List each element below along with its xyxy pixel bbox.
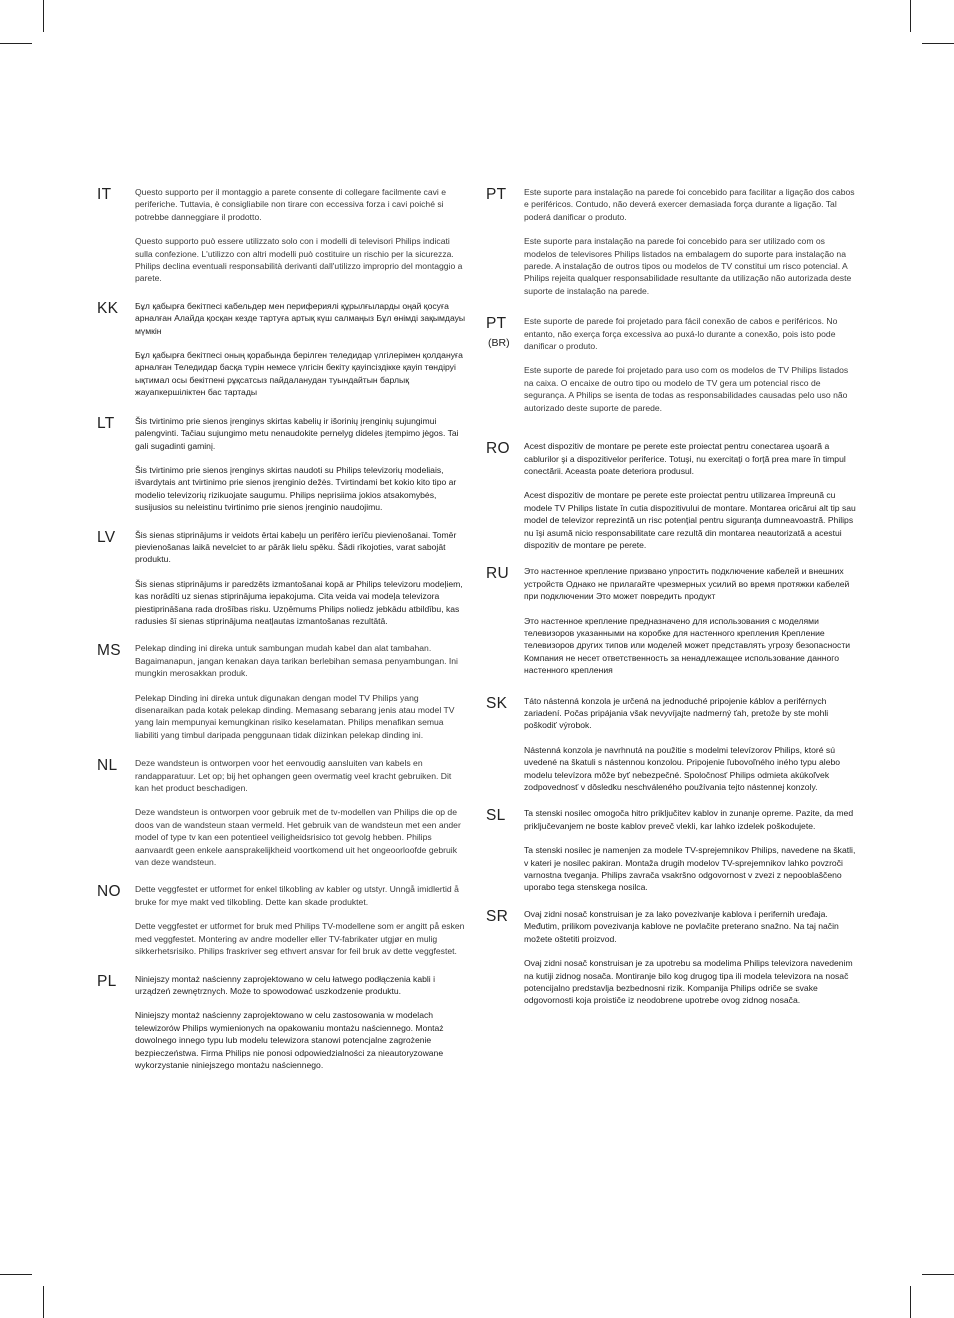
language-code: KK	[97, 299, 119, 317]
section-it	[97, 186, 467, 285]
crop-mark-bottom-right-v	[910, 1286, 911, 1318]
paragraph: Dette veggfestet er utformet for enkel tilkobling av kabler og utstyr. Unngå imidlertid å bruke for mye makt ved tilkobling. Dette kan skade produktet.	[135, 884, 459, 907]
paragraph: Deze wandsteun is ontworpen voor het eenvoudig aansluiten van kabels en randapparatuur. Let op; bij het ophangen geen overmatig veel kracht gebruiken. Dit kan het product beschadigen.	[135, 758, 452, 794]
section-sk	[486, 695, 858, 794]
section-pt-br	[486, 315, 858, 414]
paragraph: Este suporte de parede foi projetado para fácil conexão de cabos e periféricos. No entanto, não exerça força excessiva ao puxá-lo durante a conexão, pois isto pode danificar o produto.	[524, 316, 838, 352]
section-pt	[486, 186, 858, 297]
paragraph: Acest dispozitiv de montare pe perete este proiectat pentru utilizarea împreună cu modele TV Philips listate în cutia dispozitivului de montare. Montarea oricărui alt tip sau model de televizor reprezintă un risc potenţial pentru siguranţa dumneavoastră. Philips nu îşi asumă nicio responsabilitate care rezultă din montarea neautorizată a acestui dispozitiv de montare pe perete.	[524, 490, 856, 550]
section-sl	[486, 807, 858, 893]
paragraph: Este suporte de parede foi projetado para uso com os modelos de TV Philips listados na caixa. O encaixe de outro tipo ou modelo de TV gera um potencial risco de segurança. A Philips se isenta de todas as responsabilidades causadas pelo uso não autorizado deste suporte de parede.	[524, 365, 849, 413]
language-code: LT	[97, 414, 115, 432]
language-code: PL	[97, 972, 117, 990]
section-ms	[97, 642, 467, 741]
paragraph: Este suporte para instalação na parede foi concebido para ser utilizado com os modelos de televisores Philips listados na embalagem do suporte para instalação na parede. A instalação de outros tipos ou modelos de TV constitui um risco potencial. A Philips rejeita qualquer responsabilidade resultante da utilização não autorizada deste suporte de instalação na parede.	[524, 236, 852, 296]
paragraph: Pelekap Dinding ini direka untuk digunakan dengan model TV Philips yang disenaraikan pada kotak pelekap dinding. Memasang sebarang jenis atau model TV yang lain mempunyai kemungkinan risiko keselamatan. Philips menafikan semua liabiliti yang timbul daripada penggunaan tidak diizinkan pelekap dinding ini.	[135, 692, 455, 740]
crop-mark-bottom-left-v	[43, 1286, 44, 1318]
paragraph: Dette veggfestet er utformet for bruk med Philips TV-modellene som er angitt på esken med veggfestet. Montering av andre modeller eller TV-fabrikater utgjør en mulig sikkerhetsrisiko. Philips fraskriver seg ethvert ansvar for feil bruk av dette veggfestet.	[135, 921, 465, 957]
language-code: NO	[97, 883, 121, 901]
section-kk	[97, 300, 467, 399]
paragraph: Pelekap dinding ini direka untuk sambungan mudah kabel dan alat tambahan. Bagaimanapun, jangan kenakan daya tarikan berlebihan semasa penyambungan. Ini mungkin merosakkan produk.	[135, 643, 458, 679]
paragraph: Táto nástenná konzola je určená na jednoduché pripojenie káblov a periférnych zariadení. Počas pripájania však nevyvíjajte nadmerný ťah, pretože by ste mohli poškodiť výrobok.	[524, 695, 829, 731]
crop-mark-top-right-h	[922, 43, 954, 44]
language-code: RO	[486, 440, 510, 458]
paragraph: Это настенное крепление призвано упростить подключение кабелей и внешних устройств Однако не прилагайте чрезмерных усилий во время протяжки кабелей при подключении Это может повредить продукт	[524, 566, 850, 602]
language-code: IT	[97, 186, 112, 203]
language-code: PT	[486, 186, 507, 203]
paragraph: Šis sienas stiprinājums ir paredzēts izmantošanai kopā ar Philips televizoru modeļiem, kas norādīti uz sienas stiprinājuma iepakojuma. Cita veida vai modeļa televizora piestiprināšana rada drošības risku. Uzņēmums Philips noliedz jebkādu atbildību, kas radusies šī sienas stiprinājuma neatļautas izmantošanas rezultātā.	[135, 578, 463, 626]
crop-mark-bottom-left-h	[0, 1274, 32, 1275]
paragraph: Ta stenski nosilec je namenjen za modele TV-sprejemnikov Philips, navedene na škatli, v kateri je nosilec pakiran. Montaža drugih modelov TV-sprejemnikov lahko povzroči varnostna tveganja. Philips zavrača vsakršno odgovornost v zvezi z nepooblaščeno uporabo tega stenskega nosilca.	[524, 845, 856, 893]
section-no	[97, 883, 467, 957]
paragraph: Бұл қабырға бекітпесі оның қорабында берілген теледидар үлгілерімен қолдануға арналған Теледидар басқа түрін немесе үлгісін бекіту қауіпсіздікке қауіп төндіруі ықтимал осы бекітпені рұқсатсыз пайдаланудан туындайтын барлық жауапкершіліктен бас тартады	[135, 350, 463, 398]
section-nl	[97, 757, 467, 868]
paragraph: Ovaj zidni nosač konstruisan je za lako povezivanje kablova i perifernih uređaja. Međutim, prilikom povezivanja kablove ne povlačite preterano snažno. Na taj način možete oštetiti proizvod.	[524, 908, 839, 944]
language-code: NL	[97, 757, 118, 775]
crop-mark-top-left-v	[43, 0, 44, 32]
paragraph: Niniejszy montaż naścienny zaprojektowano w celu zastosowania w modelach telewizorów Philips wymienionych na opakowaniu montażu naściennego. Montaż dowolnego innego typu lub modelu telewizora stanowi potencjalne zagrożenie bezpieczeństwa. Firma Philips nie ponosi odpowiedzialności za nieautoryzowane wykorzystanie niniejszego montażu naściennego.	[135, 1010, 444, 1070]
language-code: SR	[486, 907, 509, 925]
left-column	[97, 186, 467, 1071]
paragraph: Este suporte para instalação na parede foi concebido para facilitar a ligação dos cabos e periféricos. Contudo, não deverá exercer demasiada força durante a ligação. Tal poderá danificar o produto.	[524, 187, 855, 222]
paragraph: Ta stenski nosilec omogoča hitro priključitev kablov in zunanje opreme. Pazite, da med priključevanjem ne boste kablov preveč vlekli, kar lahko izdelek poškodujete.	[524, 808, 854, 831]
paragraph: Šis sienas stiprinājums ir veidots ērtai kabeļu un perifēro ierīču pievienošanai. Tomēr pievienošanas laikā nevelciet to ar pārāk lielu spēku. Šādi rīkojoties, varat sabojāt produktu.	[135, 529, 457, 565]
right-column	[486, 186, 858, 1007]
section-lv	[97, 529, 467, 628]
paragraph: Niniejszy montaż naścienny zaprojektowano w celu łatwego podłączenia kabli i urządzeń zewnętrznych. Może to spowodować uszkodzenie produktu.	[135, 973, 435, 996]
language-code: SL	[486, 807, 506, 825]
language-code: PT	[486, 315, 507, 333]
section-ru	[486, 565, 858, 676]
language-code: MS	[97, 642, 121, 660]
paragraph: Questo supporto per il montaggio a parete consente di collegare facilmente cavi e periferiche. Tuttavia, è consigliabile non tirare con eccessiva forza i cavi poiché si potrebbe danneggiare il prodotto.	[135, 187, 446, 222]
crop-mark-top-right-v	[910, 0, 911, 32]
section-pl	[97, 973, 467, 1072]
section-lt	[97, 415, 467, 514]
paragraph: Бұл қабырға бекітпесі кабельдер мен перифериялі құрылғыларды оңай қосуға арналған Алайда қосқан кезде тартуға артық күш салмаңыз Бұл өнімді зақымдауы мүмкін	[135, 300, 466, 336]
language-code: SK	[486, 694, 508, 712]
paragraph: Acest dispozitiv de montare pe perete este proiectat pentru conectarea uşoară a cablurilor şi a dispozitivelor periferice. Totuşi, nu exercitaţi o forţă prea mare în timpul conectării. Aceasta poate deteriora produsul.	[524, 441, 846, 476]
crop-mark-bottom-right-h	[922, 1274, 954, 1275]
section-ro	[486, 440, 858, 551]
paragraph: Nástenná konzola je navrhnutá na použitie s modelmi televízorov Philips, ktoré sú uvedené na škatuli s nástennou konzolou. Pripojenie ľubovoľného iného typu alebo modelu televízora môže byť nebezpečné. Spoločnosť Philips odmieta akúkoľvek zodpovednosť v dôsledku neschváleného používania tejto nástennej konzoly.	[524, 744, 841, 793]
crop-mark-top-left-h	[0, 43, 32, 44]
paragraph: Šis tvirtinimo prie sienos įrenginys skirtas naudoti su Philips televizorių modeliais, išvardytais ant tvirtinimo prie sienos įrenginio dežės. Tvirtindami bet kokio kito tipo ar modelio televizorių rizikuojate saugumu. Philips neprisiima jokios atsakomybės, susijusios su neleistinu tvirtinimo prie sienos įrenginio naudojimu.	[135, 464, 457, 513]
language-code: LV	[97, 528, 116, 546]
paragraph: Questo supporto può essere utilizzato solo con i modelli di televisori Philips indicati sulla confezione. L'utilizzo con altri modelli può costituire un rischio per la sicurezza. Philips declina eventuali responsabilità derivanti dall'utilizzo improprio del montaggio a parete.	[135, 236, 463, 284]
paragraph: Это настенное крепление предназначено для использования с моделями телевизоров указанными на коробке для настенного крепления Крепление телевизоров других типов или моделей может представлять угрозу безопасности Компания не несет ответственность за ненадлежащее использование данного настенного крепления	[524, 615, 851, 676]
language-code: RU	[486, 565, 509, 583]
paragraph: Deze wandsteun is ontworpen voor gebruik met de tv-modellen van Philips die op de doos van de wandsteun staan vermeld. Het gebruik van de wandsteun met een ander model of type tv kan een potentieel veiligheidsrisico tot gevolg hebben. Philips aanvaardt geen enkele aansprakelijkheid voortkomend uit het ongeoorloofde gebruik van deze wandsteun.	[135, 807, 461, 868]
section-sr	[486, 908, 858, 1007]
language-subcode: (BR)	[488, 337, 510, 350]
paragraph: Ovaj zidni nosač konstruisan je za upotrebu sa modelima Philips televizora navedenim na kutiji zidnog nosača. Montiranje bilo kog drugog tipa ili modela televizora na nosač potencijalno predstavlja bezbednosni rizik. Kompanija Philips odriče se svake odgovornosti koja proističe iz neodobrene upotrebe ovog zidnog nosača.	[524, 958, 853, 1006]
paragraph: Šis tvirtinimo prie sienos įrenginys skirtas kabelių ir išorinių įrenginių sujungimui palengvinti. Tačiau sujungimo metu nenaudokite pernelyg dideles įtempimo jėgos. Tai gali sugadinti gaminį.	[135, 415, 459, 451]
